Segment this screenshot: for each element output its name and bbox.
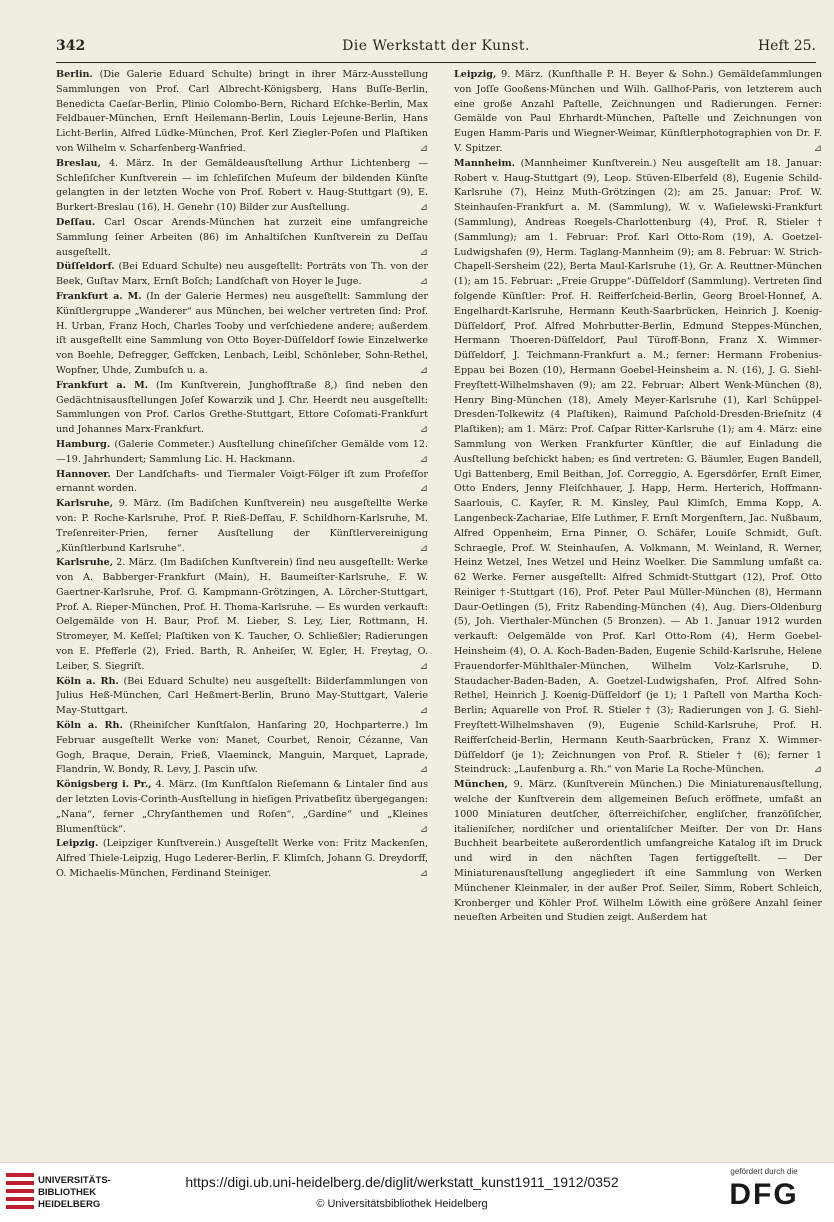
entry-end-mark-icon: ⊿ xyxy=(419,246,428,258)
journal-title: Die Werkstatt der Kunst. xyxy=(342,38,530,54)
running-header xyxy=(56,36,816,58)
right-column xyxy=(454,68,822,1148)
entry-end-mark-icon: ⊿ xyxy=(419,868,428,880)
funder-logo[interactable] xyxy=(704,1167,824,1219)
entry-text: Carl Oscar Arends-München hat zurzeit eine umfangreiche Sammlung ſeiner Arbeiten (86) im Anhaltiſchen Kunſtverein zu Deſſau ausgeſtellt. xyxy=(56,216,428,258)
dfg-logo-icon: DFG xyxy=(729,1178,799,1211)
permalink-url[interactable]: https://digi.ub.uni-heidelberg.de/diglit/werkstatt_kunst1911_1912/0352 xyxy=(185,1174,619,1190)
news-entry xyxy=(56,157,428,216)
library-logo[interactable] xyxy=(6,1171,126,1216)
viewer-footer xyxy=(0,1162,834,1222)
news-entry xyxy=(56,719,428,778)
entry-place-heading: München, xyxy=(454,779,508,791)
entry-text: (Im Kunſtverein, Junghofſtraße 8,) ſind neben den Gedächtnisausſtellungen Joſef Kowarzik und J. Chr. Heerdt neu ausgeſtellt: Sammlungen von Prof. Carlos Grethe-Stuttgart, Ettore Coſomati-Frankfurt und Johannes Marx-Frankfurt. xyxy=(56,379,428,436)
entry-end-mark-icon: ⊿ xyxy=(419,142,428,154)
entry-end-mark-icon: ⊿ xyxy=(419,823,428,835)
entry-end-mark-icon: ⊿ xyxy=(419,364,428,376)
entry-place-heading: Hamburg. xyxy=(56,438,111,450)
library-name xyxy=(38,1175,128,1211)
entry-end-mark-icon: ⊿ xyxy=(419,705,428,717)
library-name-line3: HEIDELBERG xyxy=(38,1199,101,1210)
entry-place-heading: Mannheim. xyxy=(454,157,516,169)
news-entry xyxy=(56,837,428,881)
library-logo-icon xyxy=(6,1171,34,1215)
entry-text: 9. März. (Kunſtverein München.) Die Miniaturenausſtellung, welche der Kunſtverein dem allgemeinen Beſuch eröffnete, umfaßt an 1000 Miniaturen deutſcher, öſterreichiſcher, engliſcher, franzöſiſcher, italieniſcher, nordiſcher und orientaliſcher Meiſter. Der von Dr. Hans Buchheit bearbeitete außerordentlich umfangreiche Katalog iſt im Druck und wird in den nächſten Tagen fertiggeſtellt. — Der Miniaturenausſtellung angegliedert iſt eine Sammlung von Werken Münchener Kleinmaler, in der außer Prof. Seiler, Simm, Robert Schleich, Kronberger und Köhler Prof. Wilhelm Löwith eine größere Anzahl ſeiner neueſten Arbeiten und Studien zeigt. Außerdem hat xyxy=(454,779,822,924)
entry-place-heading: Köln a. Rh. xyxy=(56,675,119,687)
entry-text: 9. März. (Kunſthalle P. H. Beyer & Sohn.) Gemäldeſammlungen von Joſſe Gooßens-München und Wilh. Gallhof-Paris, von letzterem auch eine große Anzahl Paſtelle, Zeichnungen und Radierungen. Ferner: Gemälde von Paul Ehrhardt-München, Paſtelle und Zeichnungen von Eugen Hamm-Paris und Wiegner-Weimar, Künſtlerphotographien von Dr. F. V. Spitzer. xyxy=(454,69,822,154)
copyright-notice: © Universitätsbibliothek Heidelberg xyxy=(316,1198,488,1210)
news-entry xyxy=(56,675,428,719)
news-entry xyxy=(56,290,428,379)
library-name-line1: UNIVERSITÄTS- xyxy=(38,1175,111,1186)
entry-text: (Leipziger Kunſtverein.) Ausgeſtellt Werke von: Fritz Mackenſen, Alfred Thiele-Leipzig, Hugo Lederer-Berlin, F. Klimſch, Johann G. Dreydorff, O. Michaelis-München, Ferdinand Steiniger. xyxy=(56,838,428,880)
entry-text: 4. März. (Im Kunſtſalon Rieſemann & Lintaler ſind aus der letzten Lovis-Corinth-Ausſtellung in hieſigen Privatbeſitz übergegangen: „Nana“, ferner „Chryſanthemen und Roſen“, „Gardine“ und „Kleines Blumenſtück“. xyxy=(56,779,428,835)
news-entry xyxy=(56,438,428,468)
entry-place-heading: Königsberg i. Pr., xyxy=(56,779,152,791)
entry-text: (Rheiniſcher Kunſtſalon, Hanſaring 20, Hochparterre.) Im Februar ausgeſtellt Werke von: Manet, Courbet, Renoir, Cézanne, Van Gogh, Braque, Derain, Frieß, Vlaeminck, Manguin, Marquet, Laprade, Flandrin, W. Bondy, R. Levy, J. Pascin uſw. xyxy=(56,720,428,776)
news-entry xyxy=(454,157,822,778)
entry-text: (Bei Eduard Schulte) neu ausgeſtellt: Porträts von Th. von der Beek, Guſtav Marx, Ernſt Boſch; Landſchaft von Hoyer le Juge. xyxy=(56,261,428,288)
entry-text: Der Landſchafts- und Tiermaler Voigt-Fölger iſt zum Profeſſor ernannt worden. xyxy=(56,468,428,495)
entry-place-heading: Karlsruhe, xyxy=(56,498,114,510)
entry-place-heading: Leipzig. xyxy=(56,838,99,850)
library-name-line2: BIBLIOTHEK xyxy=(38,1187,97,1198)
news-entry xyxy=(56,68,428,157)
left-column xyxy=(56,68,428,1148)
issue-number: Heft 25. xyxy=(757,38,816,54)
news-entry xyxy=(454,68,822,157)
entry-text: (Die Galerie Eduard Schulte) bringt in ihrer März-Ausstellung Sammlungen von Prof. Carl Albrecht-Königsberg, Hans Buſſe-Berlin, Benedicta Caeſar-Berlin, Plinio Colombo-Bern, Richard Eſchke-Berlin, Max Feldbauer-München, Ernſt Heilemann-Berlin, Louis Lejeune-Berlin, Hans Licht-Berlin, Alfred Lüdke-München, Prof. Kerl Ziegler-Poſen und Plaſtiken von Wilhelm v. Scharfenberg-Wanfried. xyxy=(56,69,428,154)
entry-place-heading: Karlsruhe, xyxy=(56,557,114,569)
news-entry xyxy=(56,497,428,556)
news-entry xyxy=(56,468,428,498)
entry-end-mark-icon: ⊿ xyxy=(419,424,428,436)
entry-place-heading: Leipzig, xyxy=(454,69,497,80)
entry-place-heading: Berlin. xyxy=(56,69,93,80)
entry-end-mark-icon: ⊿ xyxy=(813,764,822,776)
entry-text: 4. März. In der Gemäldeausſtellung Arthur Lichtenberg — Schleſiſcher Kunſtverein — im ſchleſiſchen Muſeum der bildenden Künſte gelangten in der letzten Woche von Prof. Robert v. Haug-Stuttgart (9), E. Burkert-Breslau (16), H. Genehr (10) Bilder zur Ausſtellung. xyxy=(56,157,428,214)
entry-end-mark-icon: ⊿ xyxy=(419,453,428,465)
entry-end-mark-icon: ⊿ xyxy=(419,202,428,214)
entry-end-mark-icon: ⊿ xyxy=(419,276,428,288)
news-entry xyxy=(56,778,428,837)
entry-place-heading: Köln a. Rh. xyxy=(56,720,123,732)
entry-place-heading: Düſſeldorf. xyxy=(56,261,115,273)
entry-end-mark-icon: ⊿ xyxy=(419,483,428,495)
entry-place-heading: Deſſau. xyxy=(56,216,96,228)
entry-text: 9. März. (Im Badiſchen Kunſtverein) neu ausgeſtellte Werke von: P. Roche-Karlsruhe, Prof. P. Rieß-Deſſau, F. Schildhorn-Karlsruhe, M. Treſenreiter-Prien, ferner Ausſtellung der Künſtlervereinigung „Künſtlerbund Karlsruhe“. xyxy=(56,498,428,554)
entry-end-mark-icon: ⊿ xyxy=(419,660,428,672)
entry-text: (In der Galerie Hermes) neu ausgeſtellt: Sammlung der Künſtlergruppe „Wanderer“ aus München, bei welcher vertreten ſind: Prof. H. Urban, Franz Hoch, Charles Tooby und verſchiedene andere; außerdem iſt ausgeſtellt eine Sammlung von Otto Boyer-Düſſeldorf ſowie Einzelwerke von Boehle, Defregger, Geffcken, Lenbach, Leibl, Schönleber, Sohn-Rethel, Wopfner, Uhde, Zumbuſch u. a. xyxy=(56,290,428,376)
entry-text: (Bei Eduard Schulte) neu ausgeſtellt: Bilderſammlungen von Julius Heß-München, Carl Heßmert-Berlin, Bruno May-Stuttgart, Valerie May-Stuttgart. xyxy=(56,675,428,717)
entry-place-heading: Frankfurt a. M. xyxy=(56,290,142,302)
entry-end-mark-icon: ⊿ xyxy=(419,542,428,554)
page-number: 342 xyxy=(56,38,86,54)
entry-place-heading: Frankfurt a. M. xyxy=(56,379,149,391)
entry-text: (Galerie Commeter.) Ausſtellung chineſiſcher Gemälde vom 12.—19. Jahrhundert; Sammlung Lic. H. Hackmann. xyxy=(56,438,428,465)
entry-text: 2. März. (Im Badiſchen Kunſtverein) ſind neu ausgeſtellt: Werke von A. Babberger-Frankfurt (Main), H. Baumeiſter-Karlsruhe, F. W. Gaertner-Karlsruhe, Prof. G. Kampmann-Grötzingen, A. Lörcher-Stuttgart, Prof. A. Rieper-München, Prof. H. Thoma-Karlsruhe. — Es wurden verkauft: Oelgemälde von H. Baur, Prof. M. Lieber, S. Ley, Lier, Rottmann, H. Stromeyer, M. Keſſel; Plaſtiken von K. Taucher, O. Schließler; Radierungen von E. Pfefferle (2), Fried. Barth, R. Anheiſer, W. Egler, H. Freytag, O. Leiber, S. Siegriſt. xyxy=(56,557,428,672)
entry-end-mark-icon: ⊿ xyxy=(419,764,428,776)
entry-text: (Mannheimer Kunſtverein.) Neu ausgeſtellt am 18. Januar: Robert v. Haug-Stuttgart (9), Leop. Stüven-Elberfeld (8), Eugenie Schild-Karlsruhe (7), Heinz Muth-Grötzingen (2); am 25. Januar: Prof. W. Steinhauſen-Frankfurt a. M. (Sammlung), W. v. Waſielewski-Frankfurt (Sammlung), Andreas Roegels-Charlottenburg (4), Prof. R. Stieler † (Sammlung); am 1. Februar: Prof. Karl Otto-Rom (19), A. Goetzel-Ludwigshafen (9), Herm. Taglang-Mannheim (9); am 8. Februar: W. Strich-Chapell-Sersheim (22), Berta Maul-Karlsruhe (1), Gr. A. Reuttner-München (1); am 15. Februar: „Freie Gruppe“-Düſſeldorf (Sammlung). Vertreten ſind folgende Künſtler: Prof. H. Reifferſcheid-Berlin, Georg Broel-Honnef, A. Engelhardt-Karlsruhe, Hermann Keuth-Saarbrücken, Heinrich J. Koenig-Düſſeldorf, Prof. Alfred Mohrbutter-Berlin, Edmund Steppes-München, Hermann Thoeren-Düſſeldorf, Paul Türoff-Bonn, Franz X. Wimmer-Düſſeldorf, J. Teichmann-Frankfurt a. M.; ferner: Hermann Frobenius-Eppau bei Bozen (10), Hermann Goebel-Heinsheim a. N. (16), J. G. Siehl-Freyſtett-Wilhelmshaven (9); am 22. Februar: Albert Wenk-München (8), Henry Bing-München (18), Amely Meyer-Karlsruhe (1), Karl Schüppel-Dresden-Tolkewitz (4 Plaſtiken), Raimund Paſchold-Dresden-Brieſnitz (4 Plaſtiken); am 1. März: Prof. Caſpar Ritter-Karlsruhe (1); am 4. März: eine Sammlung von Werken Frankfurter Künſtler, die auf Einladung die Ausſtellung beſchickt haben; es ſind vertreten: G. Bäumler, Eugen Bandell, Ugi Battenberg, Emil Beithan, Joſ. Correggio, A. Egersdörfer, Ernſt Eimer, Otto Enders, Jenny Fleiſchhauer, J. Happ, Herm. Herterich, Hoffmann-Saarlouis, C. Kayſer, R. M. Kinsley, Paul Klimſch, Emma Kopp, A. Langenbeck-Zachariae, Elſe Luthmer, F. Ernſt Morgenſtern, Jac. Nußbaum, Alfred Oppenheim, Erna Pinner, O. Schäfer, Louiſe Schmidt, Guſt. Schraegle, Prof. W. Steinhauſen, A. Volkmann, M. Weinland, R. Werner, Heinz Wetzel, Ines Wetzel und Heinz Woelker. Die Sammlung umfaßt ca. 62 Werke. Ferner ausgeſtellt: Alfred Schmidt-Stuttgart (12), Prof. Otto Reiniger †-Stuttgart (16), Prof. Peter Paul Müller-München (8), Hermann Daur-Oetlingen (5), Fritz Rabending-München (4), Aug. Diers-Oldenburg (5), Joh. Vierthaler-München (5 Bronzen). — Ab 1. Januar 1912 wurden verkauft: Oelgemälde von Prof. Karl Otto-Rom (4), Herm Goebel-Heinsheim (4), O. A. Koch-Baden-Baden, Eugenie Schild-Karlsruhe, Helene Frauendorfer-Mühlthaler-München, Wilhelm Volz-Karlsruhe, D. Staudacher-Baden-Baden, A. Goetzel-Ludwigshafen, Prof. Alfred Sohn-Rethel, Heinrich J. Koenig-Düſſeldorf (je 1); 1 Paſtell von Martha Koch-Berlin; Aquarelle von Prof. R. Stieler † (3); Radierungen von J. G. Siehl-Freyſtett-Wilhelmshaven (9), Eugenie Schild-Karlsruhe, Prof. H. Reifferſcheid-Berlin, Hermann Keuth-Saarbrücken, Franz X. Wimmer-Düſſeldorf (je 1); Zeichnungen von Prof. R. Stieler † (6); ferner 1 Steindruck: „Laufenburg a. Rh.“ von Marie La Roche-München. xyxy=(454,157,822,776)
news-entry xyxy=(56,556,428,674)
news-entry xyxy=(454,778,822,926)
news-entry xyxy=(56,379,428,438)
entry-end-mark-icon: ⊿ xyxy=(813,142,822,154)
news-entry xyxy=(56,260,428,290)
header-rule xyxy=(56,62,816,63)
news-entry xyxy=(56,216,428,260)
entry-place-heading: Breslau, xyxy=(56,157,101,169)
funder-caption: gefördert durch die xyxy=(730,1167,798,1176)
entry-place-heading: Hannover. xyxy=(56,468,111,480)
